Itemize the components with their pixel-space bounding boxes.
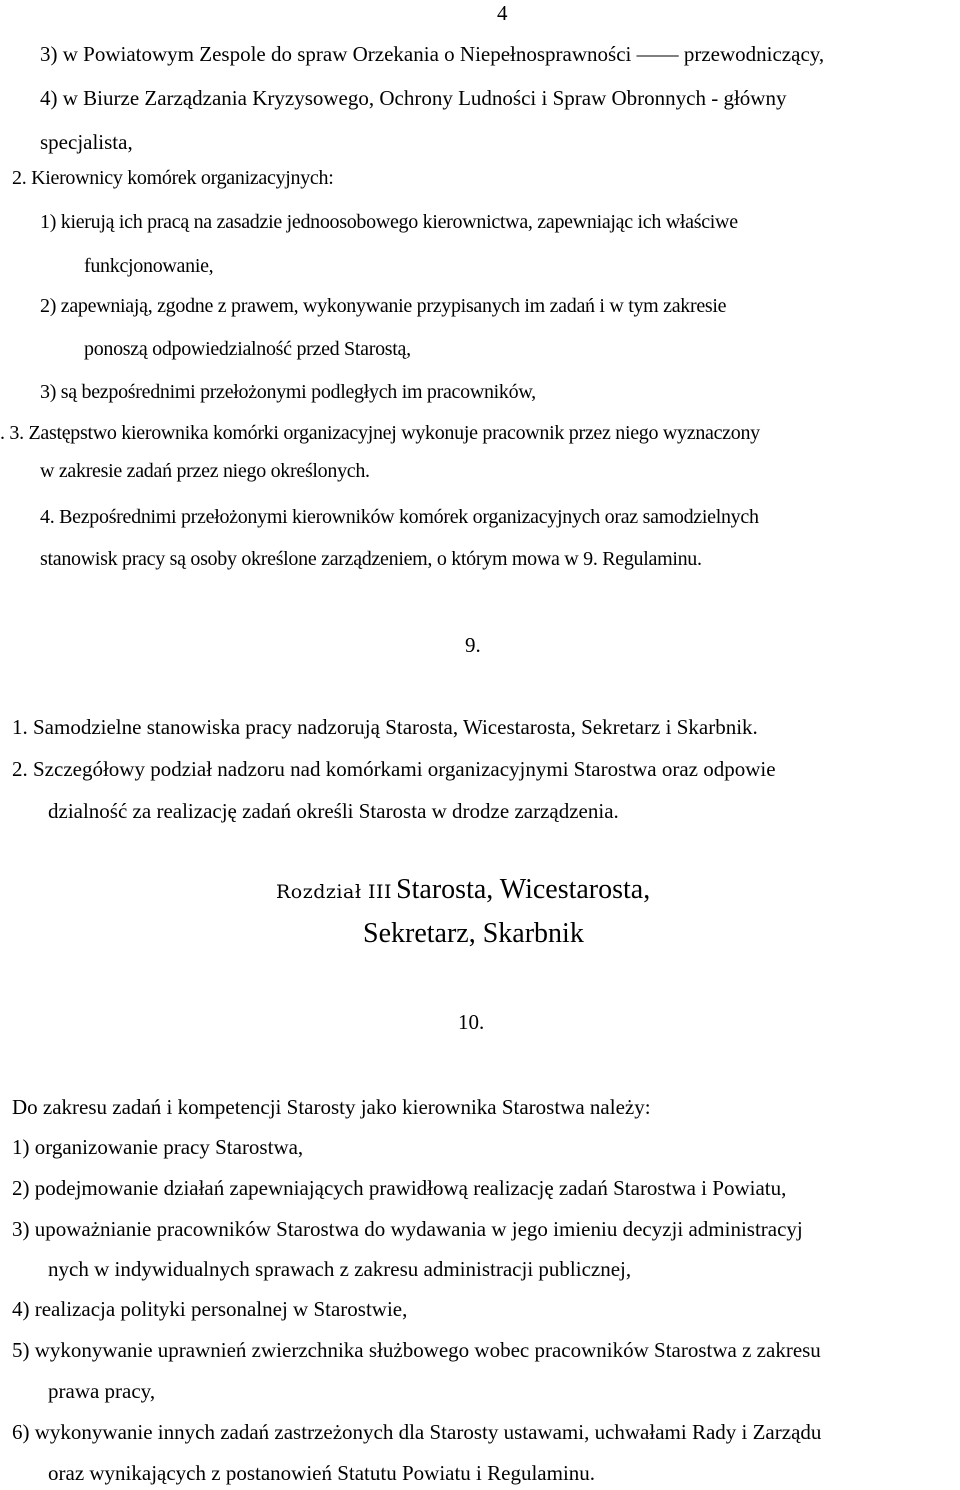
list-item: 4) w Biurze Zarządzania Kryzysowego, Ochrony Ludności i Spraw Obronnych - główny [40, 86, 787, 110]
list-item: 4) realizacja polityki personalnej w Starostwie, [12, 1297, 408, 1321]
list-item: 3) upoważnianie pracowników Starostwa do wydawania w jego imieniu decyzji administracyj [12, 1217, 803, 1241]
list-item: nych w indywidualnych sprawach z zakresu administracji publicznej, [48, 1257, 632, 1281]
list-item: . 3. Zastępstwo kierownika komórki organizacyjnej wykonuje pracownik przez niego wyznaczony [0, 422, 760, 444]
list-item: specjalista, [40, 130, 133, 154]
chapter-label: Rozdział III [276, 881, 393, 903]
list-item: stanowisk pracy są osoby określone zarządzeniem, o którym mowa w 9. Regulaminu. [40, 548, 702, 570]
list-item: 1. Samodzielne stanowiska pracy nadzorują Starosta, Wicestarosta, Sekretarz i Skarbnik. [12, 715, 758, 739]
list-item: 3) w Powiatowym Zespole do spraw Orzekania o Niepełnosprawności —— przewodniczący, [40, 42, 825, 66]
list-item: 1) organizowanie pracy Starostwa, [12, 1135, 304, 1159]
list-item: 1) kierują ich pracą na zasadzie jednoosobowego kierownictwa, zapewniając ich właściwe [40, 211, 738, 233]
list-item: 5) wykonywanie uprawnień zwierzchnika służbowego wobec pracowników Starostwa z zakresu [12, 1338, 821, 1362]
list-item: w zakresie zadań przez niego określonych. [40, 460, 370, 482]
chapter-title-line2: Sekretarz, Skarbnik [363, 918, 584, 949]
list-item: prawa pracy, [48, 1379, 156, 1403]
list-item: 2. Kierownicy komórek organizacyjnych: [12, 167, 334, 189]
list-item: dzialność za realizację zadań określi Starosta w drodze zarządzenia. [48, 799, 619, 823]
section-number: 9. [465, 633, 481, 657]
list-item: 3) są bezpośrednimi przełożonymi podległych im pracowników, [40, 381, 536, 403]
list-item: ponoszą odpowiedzialność przed Starostą, [84, 338, 411, 360]
list-item: 2. Szczegółowy podział nadzoru nad komórkami organizacyjnymi Starostwa oraz odpowie [12, 757, 776, 781]
section-number: 10. [458, 1010, 485, 1034]
chapter-heading [276, 874, 650, 910]
list-item: 4. Bezpośrednimi przełożonymi kierowników komórek organizacyjnych oraz samodzielnych [40, 506, 759, 528]
list-item: 6) wykonywanie innych zadań zastrzeżonych dla Starosty ustawami, uchwałami Rady i Zarządu [12, 1420, 822, 1444]
list-item: funkcjonowanie, [84, 255, 214, 277]
list-item: oraz wynikających z postanowień Statutu Powiatu i Regulaminu. [48, 1461, 596, 1485]
list-item: 2) podejmowanie działań zapewniających prawidłową realizację zadań Starostwa i Powiatu, [12, 1176, 787, 1200]
chapter-title-line1: Starosta, Wicestarosta, [396, 874, 651, 905]
list-item: 2) zapewniają, zgodne z prawem, wykonywanie przypisanych im zadań i w tym zakresie [40, 295, 727, 317]
page-number: 4 [497, 1, 508, 25]
list-item: Do zakresu zadań i kompetencji Starosty jako kierownika Starostwa należy: [12, 1095, 651, 1119]
